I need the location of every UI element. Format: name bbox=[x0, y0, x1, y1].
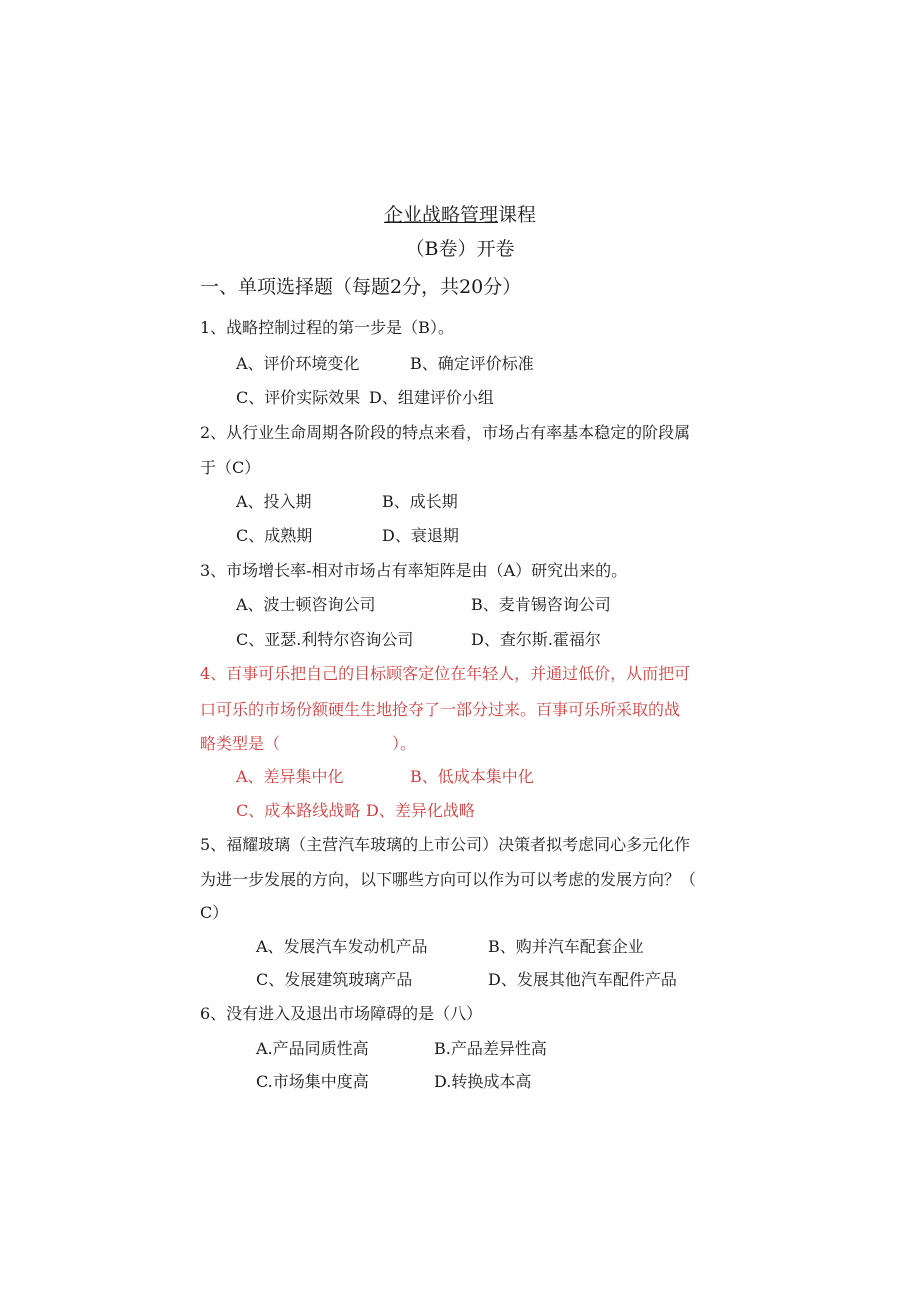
q5-option-a: A、发展汽车发动机产品 bbox=[256, 937, 428, 956]
q5-option-b: B、购并汽车配套企业 bbox=[488, 937, 644, 956]
course-title bbox=[0, 203, 920, 227]
q5-option-c: C、发展建筑玻璃产品 bbox=[256, 970, 413, 989]
q2-option-c: C、成熟期 bbox=[236, 526, 313, 545]
q2-option-d: D、衰退期 bbox=[382, 526, 459, 545]
q6-option-c: C.市场集中度高 bbox=[256, 1072, 369, 1091]
q1-option-b: B、确定评价标准 bbox=[410, 354, 534, 373]
q6-option-d: D.转换成本高 bbox=[434, 1072, 532, 1091]
q2-option-a: A、投入期 bbox=[236, 492, 312, 511]
q4-option-d: D、差异化战略 bbox=[366, 801, 475, 820]
q6-option-a: A.产品同质性高 bbox=[256, 1039, 369, 1058]
q1-option-d: D、组建评价小组 bbox=[369, 388, 494, 407]
q5-option-d: D、发展其他汽车配件产品 bbox=[488, 970, 677, 989]
question-4-stem-line-2: 口可乐的市场份额硬生生地抢夺了一部分过来。百事可乐所采取的战 bbox=[200, 700, 681, 719]
q4-option-a: A、差异集中化 bbox=[236, 767, 344, 786]
question-5-stem-line-3: C） bbox=[200, 903, 229, 922]
q1-option-c: C、评价实际效果 bbox=[236, 388, 361, 407]
q3-option-c: C、亚瑟.利特尔咨询公司 bbox=[236, 630, 414, 649]
q3-option-d: D、查尔斯.霍福尔 bbox=[471, 630, 601, 649]
question-6-stem: 6、没有进入及退出市场障碍的是（八） bbox=[200, 1004, 483, 1023]
section-heading: 一、单项选择题（每题2分，共20分） bbox=[200, 276, 522, 298]
question-5-stem-line-2: 为进一步发展的方向，以下哪些方向可以作为可以考虑的发展方向？（ bbox=[200, 870, 697, 889]
question-1-stem: 1、战略控制过程的第一步是（B）。 bbox=[200, 318, 454, 337]
question-4-stem-line-1: 4、百事可乐把自己的目标顾客定位在年轻人，并通过低价，从而把可 bbox=[200, 664, 691, 683]
q3-option-b: B、麦肯锡咨询公司 bbox=[471, 595, 611, 614]
question-4-stem-line-3: 略类型是（ ）。 bbox=[200, 734, 417, 753]
question-2-stem-line-1: 2、从行业生命周期各阶段的特点来看，市场占有率基本稳定的阶段属 bbox=[200, 423, 691, 442]
question-5-stem-line-1: 5、福耀玻璃（主营汽车玻璃的上市公司）决策者拟考虑同心多元化作 bbox=[200, 835, 691, 854]
q4-option-b: B、低成本集中化 bbox=[410, 767, 534, 786]
exam-subtitle: （B卷）开卷 bbox=[405, 238, 515, 260]
q2-option-b: B、成长期 bbox=[382, 492, 458, 511]
question-3-stem: 3、市场增长率-相对市场占有率矩阵是由（A）研究出来的。 bbox=[200, 561, 628, 580]
course-title-rest: 课程 bbox=[498, 204, 537, 226]
question-2-stem-line-2: 于（C） bbox=[200, 458, 261, 477]
q4-option-c: C、成本路线战略 bbox=[236, 801, 361, 820]
q1-option-a: A、评价环境变化 bbox=[236, 354, 360, 373]
course-title-underlined: 企业战略管理 bbox=[383, 204, 498, 226]
q3-option-a: A、波士顿咨询公司 bbox=[236, 595, 376, 614]
q6-option-b: B.产品差异性高 bbox=[434, 1039, 547, 1058]
